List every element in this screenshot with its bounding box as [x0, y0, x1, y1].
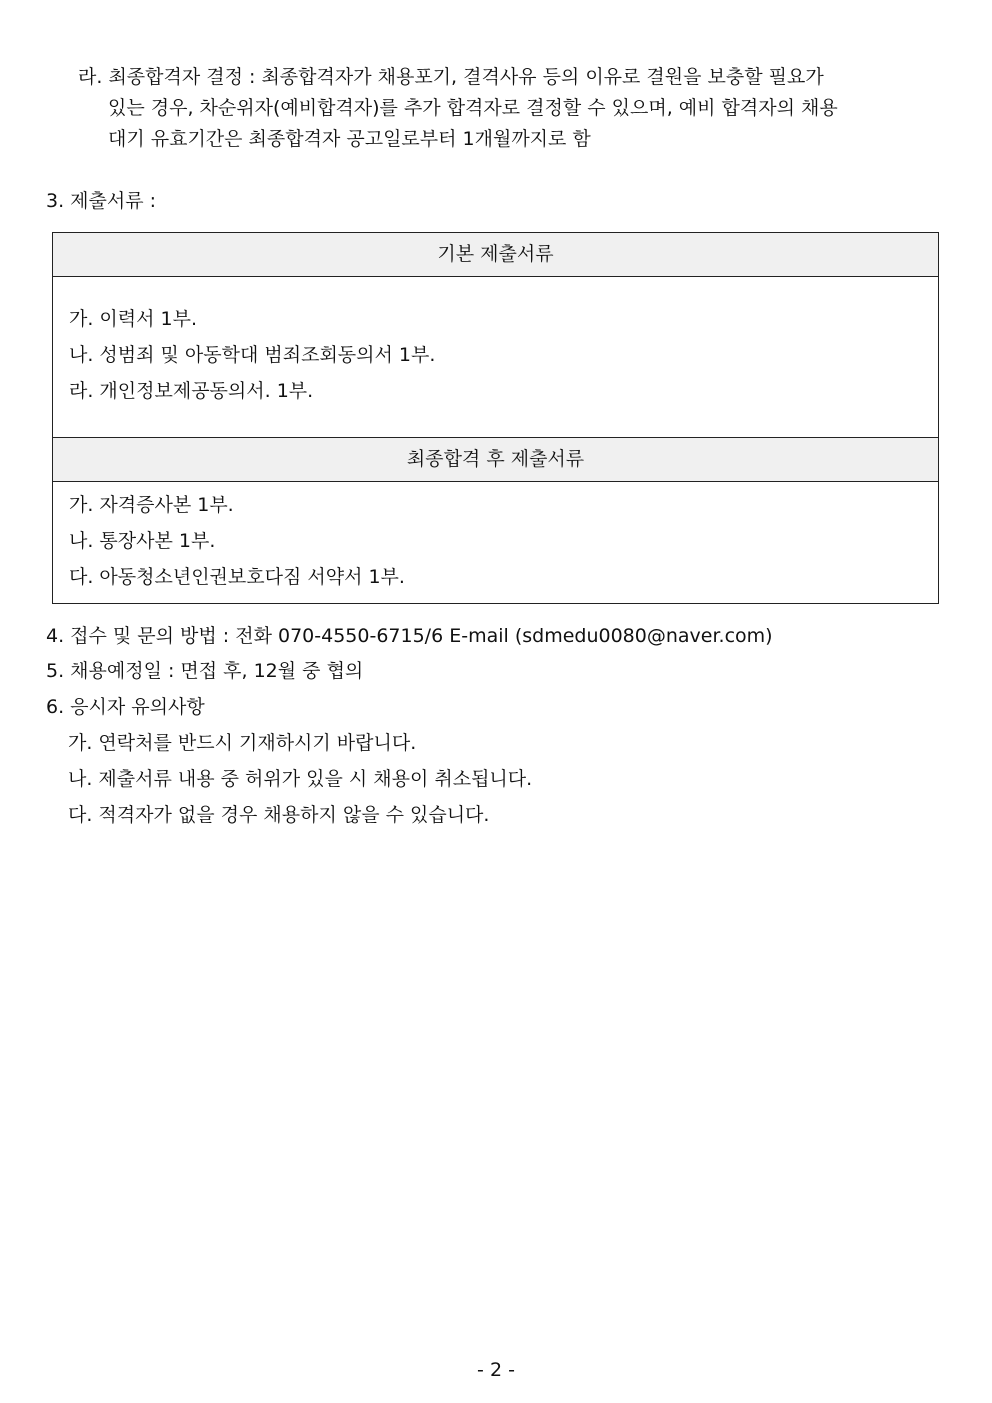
section-4-contact [46, 623, 773, 649]
notice-item: 나. 제출서류 내용 중 허위가 있을 시 채용이 취소됩니다. [68, 768, 533, 790]
notice-item: 가. 연락처를 반드시 기재하시기 바랍니다. [68, 732, 417, 754]
final-doc-item: 나. 통장사본 1부. [69, 530, 216, 552]
documents-table [52, 232, 939, 604]
paragraph-line-2: 있는 경우, 차순위자(예비합격자)를 추가 합격자로 결정할 수 있으며, 예비 합격자의 채용 [108, 97, 838, 119]
section-6-title: 6. 응시자 유의사항 [46, 696, 205, 718]
notice-item: 다. 적격자가 없을 경우 채용하지 않을 수 있습니다. [68, 804, 490, 826]
final-doc-item: 가. 자격증사본 1부. [69, 494, 234, 516]
section-4-prefix: 4. 접수 및 문의 방법 : [46, 625, 236, 647]
basic-doc-item: 라. 개인정보제공동의서. 1부. [69, 380, 314, 402]
final-pass-decision-paragraph [78, 62, 946, 155]
basic-docs-header: 기본 제출서류 [53, 233, 938, 277]
final-docs-header: 최종합격 후 제출서류 [53, 437, 938, 482]
final-doc-item: 다. 아동청소년인권보호다짐 서약서 1부. [69, 566, 405, 588]
paragraph-line-3: 대기 유효기간은 최종합격자 공고일로부터 1개월까지로 함 [108, 128, 591, 150]
paragraph-line-1 [78, 62, 946, 93]
contact-info: 전화 070-4550-6715/6 E-mail (sdmedu0080@naver.com) [235, 625, 773, 647]
section-3-title: 3. 제출서류 : [46, 190, 157, 212]
basic-doc-item: 나. 성범죄 및 아동학대 범죄조회동의서 1부. [69, 344, 436, 366]
paragraph-text: 최종합격자 결정 : 최종합격자가 채용포기, 결격사유 등의 이유로 결원을 보충할 필요가 [108, 66, 824, 88]
item-label: 라. [78, 66, 103, 88]
page-number: - 2 - [477, 1359, 515, 1381]
basic-doc-item: 가. 이력서 1부. [69, 308, 198, 330]
section-5-hiring-date: 5. 채용예정일 : 면접 후, 12월 중 협의 [46, 660, 364, 682]
